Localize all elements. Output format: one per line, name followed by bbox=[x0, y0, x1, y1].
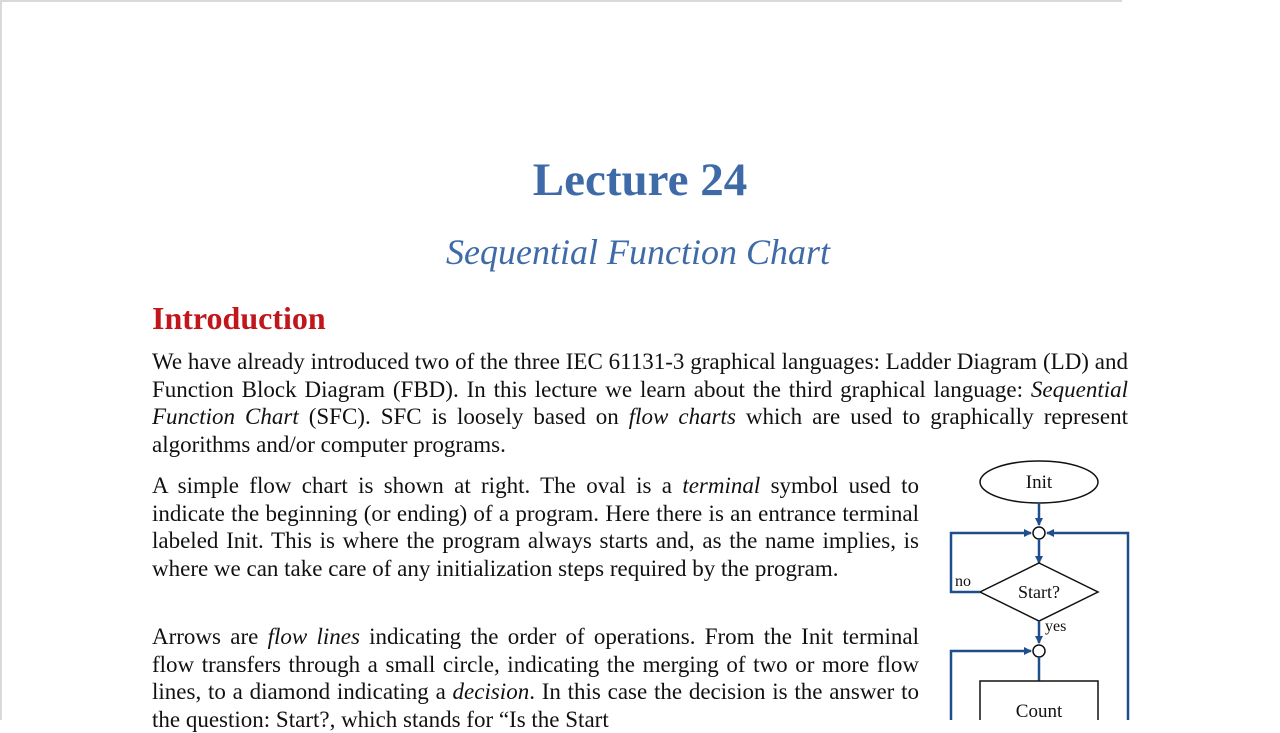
flowchart-diagram bbox=[940, 450, 1140, 720]
process-label: Count bbox=[1015, 701, 1063, 720]
flowchart-description-paragraph bbox=[152, 472, 919, 582]
section-heading-introduction: Introduction bbox=[152, 300, 326, 336]
text-run: which are used to graphically represent algorithms and/or computer programs. bbox=[152, 404, 1128, 457]
intro-paragraph bbox=[152, 348, 1128, 458]
terminal-label: Init bbox=[1025, 472, 1053, 493]
viewer-top-edge bbox=[0, 0, 1122, 2]
text-run: A simple flow chart is shown at right. The oval is a bbox=[152, 473, 683, 498]
emphasis-terminal: terminal bbox=[682, 473, 761, 498]
no-label: no bbox=[955, 573, 971, 590]
emphasis-flow-charts: flow charts bbox=[628, 404, 736, 429]
decision-label: Start? bbox=[1018, 582, 1060, 602]
merge-circle bbox=[1033, 645, 1045, 657]
viewer-left-edge bbox=[0, 0, 2, 720]
text-run: (SFC). SFC is loosely based on bbox=[298, 404, 629, 429]
page-title: Lecture 24 bbox=[532, 154, 748, 206]
emphasis-flow-lines: flow lines bbox=[267, 624, 360, 649]
emphasis-decision: decision bbox=[452, 679, 530, 704]
text-run: symbol used to indicate the beginning (or ending) of a program. Here there is an entrance terminal labeled Init. This is where the program always starts and, as the name implies, is where we can take care of any initialization steps required by the program. bbox=[152, 473, 920, 581]
text-run: . In this case the decision is the answer to the question: Start?, which stands for “Is the Start bbox=[152, 679, 919, 732]
merge-circle bbox=[1033, 527, 1045, 539]
text-run: We have already introduced two of the three IEC 61131-3 graphical languages: Ladder Diagram (LD) and Function Block Diagram (FBD). In this lecture we learn about the third graphical language: bbox=[152, 349, 1128, 402]
page-subtitle: Sequential Function Chart bbox=[446, 232, 830, 272]
text-run: indicating the order of operations. From the Init terminal flow transfers through a small circle, indicating the merging of two or more flow lines, to a diamond indicating a bbox=[152, 624, 919, 704]
text-run: Arrows are bbox=[152, 624, 268, 649]
emphasis-sfc: Sequential Function Chart bbox=[152, 376, 1128, 429]
yes-label: yes bbox=[1045, 618, 1067, 635]
flow-lines-paragraph bbox=[152, 623, 919, 733]
